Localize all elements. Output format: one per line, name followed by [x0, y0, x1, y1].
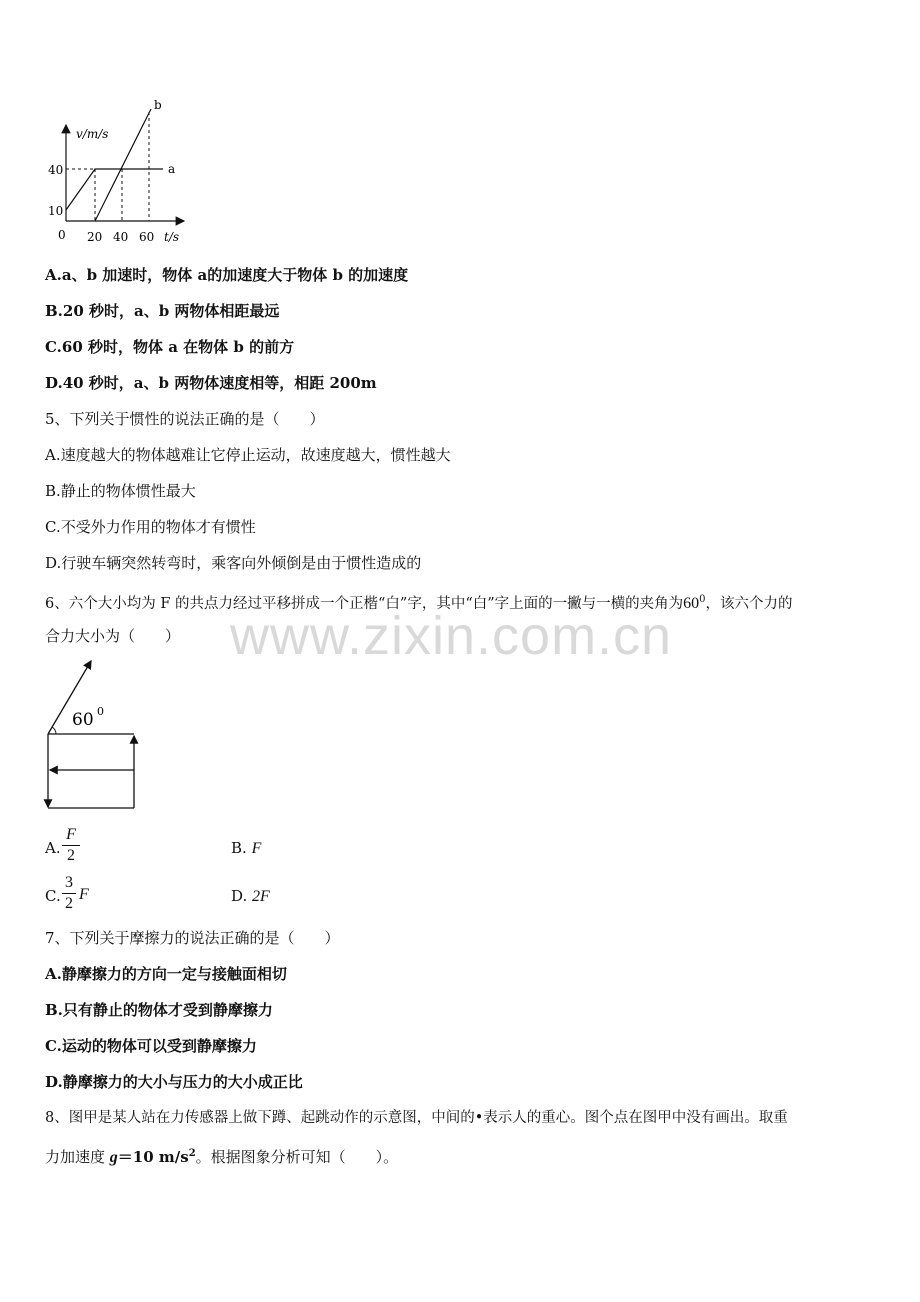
velocity-time-graph [40, 95, 200, 250]
line-a-label: a [168, 162, 176, 176]
q4-option-d: D.40 秒时，a、b 两物体速度相等，相距 200m [45, 374, 377, 392]
q6-stem-line2: 合力大小为（ ） [45, 627, 181, 645]
y-tick-10: 10 [48, 204, 64, 218]
q6-stem-end: ，该六个力的 [705, 595, 793, 612]
q8-suffix: 。根据图象分析可知（ ）。 [195, 1148, 399, 1166]
q8-prefix: 力加速度 [45, 1148, 110, 1166]
q7-option-c: C.运动的物体可以受到静摩擦力 [45, 1037, 257, 1055]
q5-option-a: A.速度越大的物体越难让它停止运动，故速度越大，惯性越大 [45, 446, 451, 464]
q6-option-c: C. [45, 887, 61, 905]
q7-option-a: A.静摩擦力的方向一定与接触面相切 [45, 965, 287, 983]
q6-option-a-fraction [62, 826, 80, 865]
q8-stem-line1: 8、图甲是某人站在力传感器上做下蹲、起跳动作的示意图，中间的•表示人的重心。图个点在图甲中没有画出。取重 [45, 1110, 788, 1126]
q6-option-c-fraction [62, 874, 76, 913]
x-tick-40: 40 [113, 230, 129, 244]
fraction-denominator: 2 [65, 895, 73, 912]
q6-angle-sup: 0 [699, 594, 706, 605]
q4-option-a: A.a、b 加速时，物体 a的加速度大于物体 b 的加速度 [45, 266, 409, 284]
q6-option-b-prefix: B. [231, 839, 247, 857]
q6-angle-value: 60 [683, 594, 700, 612]
q8-g: g [109, 1149, 118, 1166]
fraction-numerator: F [66, 826, 76, 843]
q5-stem: 5、下列关于惯性的说法正确的是（ ） [45, 410, 325, 428]
q6-option-b-value: F [251, 840, 262, 857]
q7-stem: 7、下列关于摩擦力的说法正确的是（ ） [45, 929, 340, 947]
fraction-denominator: 2 [67, 847, 75, 864]
q4-option-b: B.20 秒时，a、b 两物体相距最远 [45, 302, 280, 320]
origin-label: 0 [58, 228, 66, 242]
line-a [66, 169, 163, 210]
q8-stem-line2 [45, 1144, 398, 1168]
q4-option-c: C.60 秒时，物体 a 在物体 b 的前方 [45, 338, 295, 356]
fraction-bar [62, 893, 76, 894]
figure-angle-label: 60 [72, 710, 94, 730]
q6-option-d-prefix: D. [231, 887, 248, 905]
q7-option-b: B.只有静止的物体才受到静摩擦力 [45, 1001, 273, 1019]
q5-option-b: B.静止的物体惯性最大 [45, 482, 196, 500]
line-b [95, 109, 151, 221]
q5-option-c: C.不受外力作用的物体才有惯性 [45, 518, 256, 536]
q5-option-d: D.行驶车辆突然转弯时，乘客向外倾倒是由于惯性造成的 [45, 554, 422, 572]
q6-stem-text: 6、六个大小均为 F 的共点力经过平移拼成一个正楷“白”字，其中“白”字上面的一撇与一横的夹角为 [45, 595, 684, 612]
angle-arc [52, 727, 56, 734]
q6-option-c-suffix: F [79, 886, 89, 903]
force-diagram [40, 655, 150, 815]
q6-option-b [231, 838, 261, 859]
line-b-label: b [154, 98, 162, 112]
y-axis-label: v/m/s [76, 127, 109, 141]
x-tick-20: 20 [87, 230, 103, 244]
q7-option-d: D.静摩擦力的大小与压力的大小成正比 [45, 1073, 303, 1091]
q8-sup: 2 [188, 1148, 196, 1159]
x-axis-label: t/s [164, 230, 180, 244]
fraction-bar [62, 845, 80, 846]
x-tick-60: 60 [139, 230, 155, 244]
q6-option-a: A. [45, 839, 61, 857]
q6-option-d-value: 2F [252, 888, 270, 905]
figure-angle-sup: 0 [97, 705, 104, 718]
q6-option-d [231, 886, 270, 907]
q8-eq: ＝10 m/s [117, 1148, 189, 1166]
watermark: www.zixin.com.cn [230, 606, 673, 666]
y-tick-40: 40 [48, 163, 64, 177]
fraction-numerator: 3 [65, 874, 73, 891]
